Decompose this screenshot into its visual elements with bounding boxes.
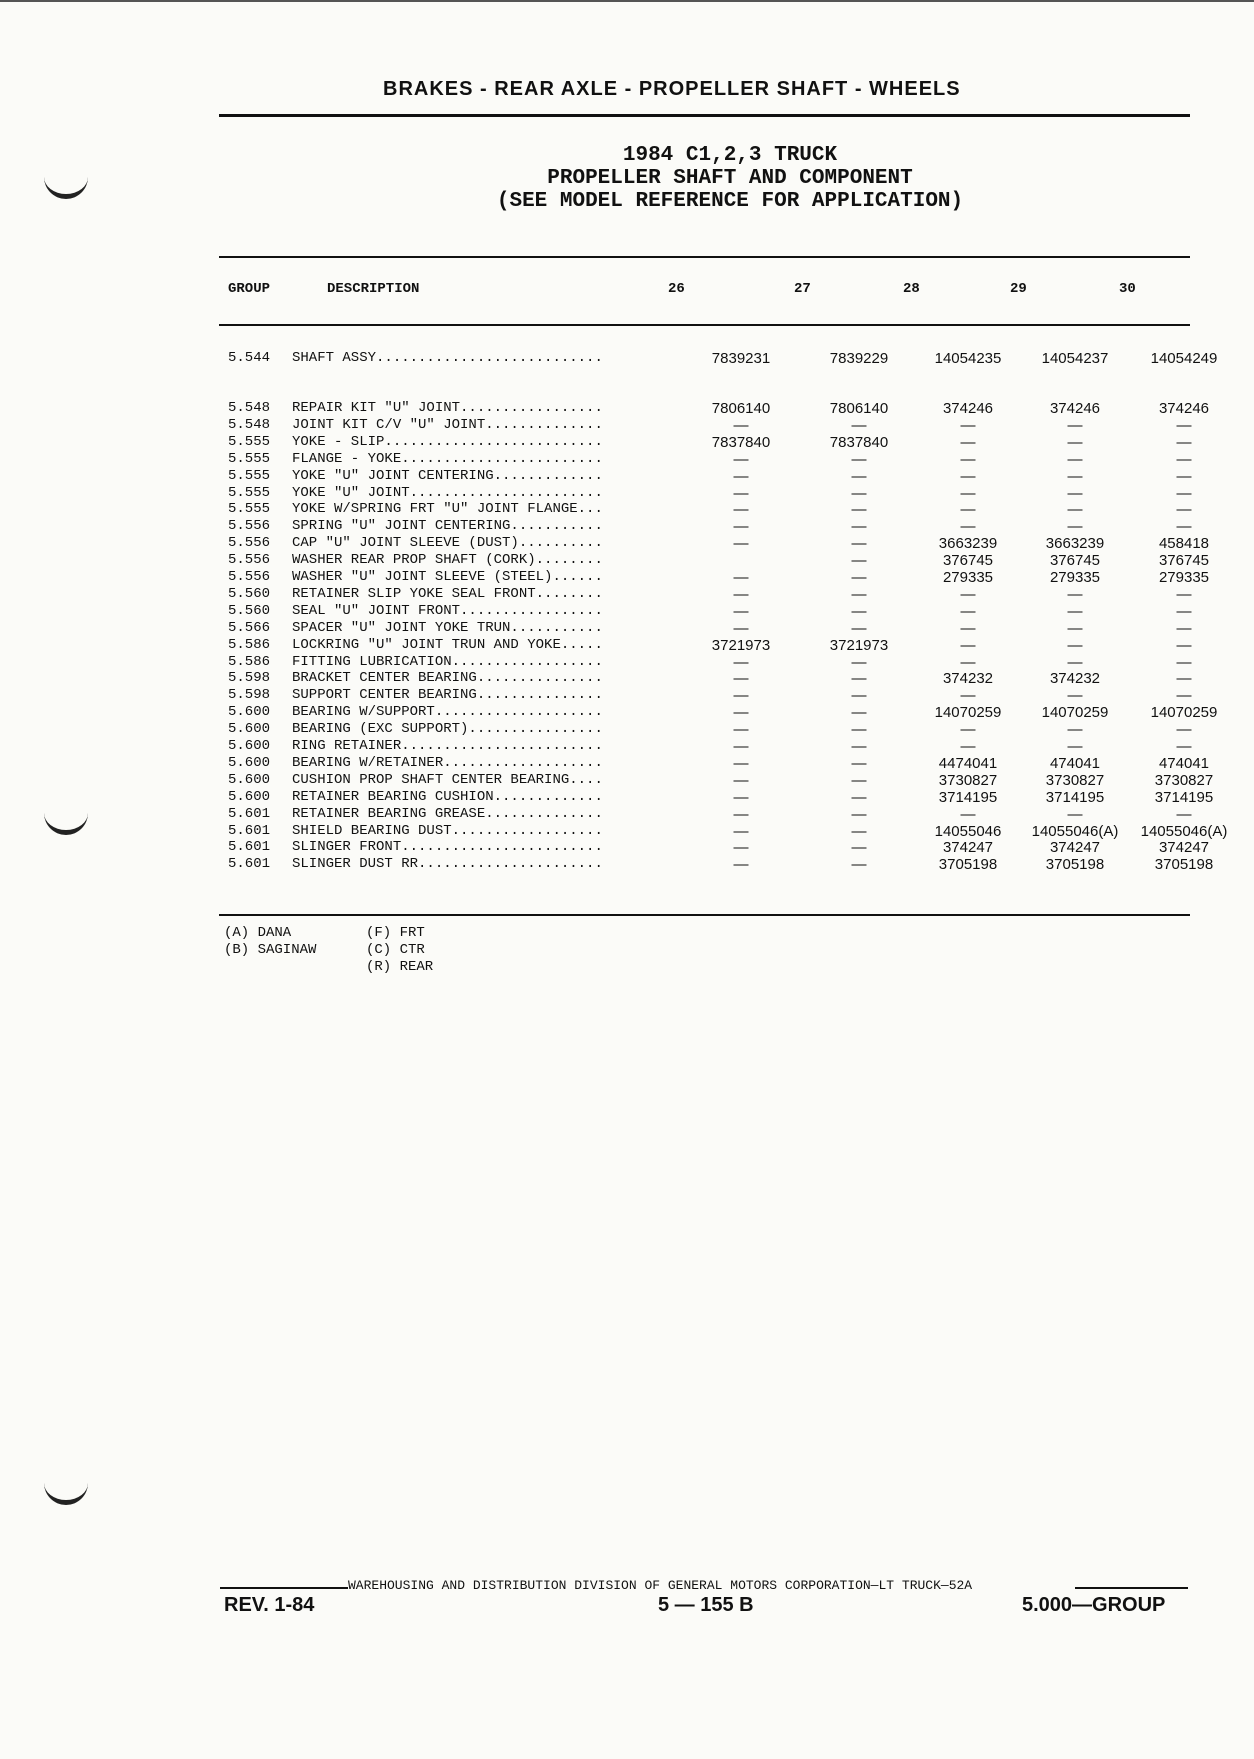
part-number-28: — <box>960 450 976 468</box>
part-number-27: — <box>851 518 867 536</box>
title-line-2: PROPELLER SHAFT AND COMPONENT <box>547 167 913 190</box>
part-number-29: 374246 <box>1049 400 1101 417</box>
part-number-29: — <box>1067 653 1083 671</box>
group-number: 5.601 <box>228 822 271 839</box>
binder-hole-bottom <box>44 1478 88 1505</box>
part-number-27: — <box>851 416 867 434</box>
part-number-27: — <box>851 805 867 823</box>
table-row <box>228 451 1190 468</box>
group-number: 5.600 <box>228 721 271 738</box>
part-number-27: — <box>851 754 867 772</box>
part-number-26: — <box>733 687 749 705</box>
table-row <box>228 603 1190 620</box>
part-number-28: — <box>960 738 976 755</box>
part-number-28: 374232 <box>942 670 994 688</box>
group-number: 5.544 <box>228 350 271 366</box>
part-number-27: 7839229 <box>829 350 889 367</box>
part-description: RETAINER BEARING CUSHION............. <box>292 788 603 805</box>
table-row <box>228 535 1210 553</box>
group-number: 5.555 <box>228 433 271 450</box>
part-number-28: — <box>960 416 976 434</box>
part-number-30: — <box>1176 687 1192 705</box>
part-number-27: — <box>851 569 867 586</box>
table-row <box>228 704 1218 722</box>
part-number-28: — <box>960 805 976 823</box>
part-number-30: — <box>1176 585 1192 603</box>
group-number: 5.555 <box>228 501 271 518</box>
part-number-27: — <box>851 484 867 502</box>
part-number-26: — <box>733 484 749 502</box>
part-number-30: 474041 <box>1158 754 1210 772</box>
part-number-27: — <box>851 788 867 806</box>
part-number-29: — <box>1067 619 1083 637</box>
group-number: 5.556 <box>228 535 271 552</box>
part-number-30: 374247 <box>1158 839 1210 857</box>
part-description: BEARING W/SUPPORT.................... <box>292 704 603 721</box>
part-number-29: 14055046(A) <box>1031 822 1119 840</box>
part-description: SLINGER FRONT........................ <box>292 839 603 856</box>
group-number: 5.555 <box>228 484 271 501</box>
part-number-27: — <box>851 856 867 874</box>
part-number-28: — <box>960 602 976 620</box>
part-description: RING RETAINER........................ <box>292 738 603 754</box>
binder-hole-middle <box>44 808 88 835</box>
part-number-29: — <box>1067 467 1083 485</box>
part-number-29: 3663239 <box>1045 535 1105 553</box>
group-number: 5.601 <box>228 805 271 822</box>
col-head-group: GROUP <box>228 281 271 297</box>
part-number-26: 7837840 <box>711 433 771 451</box>
footnote-c: (C) CTR <box>366 942 425 958</box>
table-row <box>228 586 1190 603</box>
part-description: YOKE W/SPRING FRT "U" JOINT FLANGE... <box>292 501 603 518</box>
part-description: SHIELD BEARING DUST.................. <box>292 822 603 839</box>
part-number-26: — <box>733 501 749 519</box>
part-number-29: — <box>1067 585 1083 603</box>
part-description: BRACKET CENTER BEARING............... <box>292 670 603 687</box>
part-description: YOKE "U" JOINT CENTERING............. <box>292 467 603 484</box>
table-row <box>228 771 1214 789</box>
table-row <box>228 552 1210 570</box>
col-head-30: 30 <box>1119 281 1136 297</box>
part-number-29: — <box>1067 416 1083 434</box>
table-row <box>228 400 1210 417</box>
part-number-30: — <box>1176 501 1192 519</box>
part-number-28: 3730827 <box>938 771 998 789</box>
footer-division: WAREHOUSING AND DISTRIBUTION DIVISION OF GENERAL MOTORS CORPORATION—LT TRUCK—52A <box>348 1578 973 1593</box>
part-number-26: — <box>733 450 749 468</box>
header-rule <box>219 114 1190 117</box>
footnote-r: (R) REAR <box>366 959 434 975</box>
part-number-27: — <box>851 653 867 671</box>
part-number-28: — <box>960 484 976 502</box>
group-number: 5.600 <box>228 788 271 805</box>
part-number-29: 3730827 <box>1045 771 1105 789</box>
group-number: 5.556 <box>228 552 271 569</box>
part-number-28: 14054235 <box>934 350 1002 367</box>
part-number-29: — <box>1067 805 1083 823</box>
part-number-30: — <box>1176 467 1192 485</box>
part-number-29: — <box>1067 501 1083 519</box>
part-number-26: — <box>733 738 749 755</box>
part-number-30: — <box>1176 484 1192 502</box>
part-number-27: — <box>851 704 867 722</box>
table-row <box>228 637 1190 654</box>
part-number-27: 7837840 <box>829 433 889 451</box>
part-description: SPRING "U" JOINT CENTERING........... <box>292 518 603 535</box>
part-number-27: — <box>851 450 867 468</box>
part-number-27: — <box>851 771 867 789</box>
table-row <box>228 806 1190 823</box>
group-number: 5.548 <box>228 400 271 416</box>
part-description: FLANGE - YOKE........................ <box>292 450 603 467</box>
part-number-29: 3705198 <box>1045 856 1105 874</box>
part-number-26: 7839231 <box>711 350 771 367</box>
table-row <box>228 518 1190 535</box>
page-titles <box>390 144 1070 213</box>
group-number: 5.560 <box>228 585 271 602</box>
part-number-30: 14054249 <box>1150 350 1218 367</box>
part-number-26: — <box>733 535 749 553</box>
table-row <box>228 654 1190 671</box>
part-number-28: — <box>960 653 976 671</box>
part-number-30: — <box>1176 721 1192 739</box>
part-number-29: — <box>1067 738 1083 755</box>
part-number-26: — <box>733 670 749 688</box>
group-number: 5.601 <box>228 856 271 873</box>
table-row <box>228 822 1228 840</box>
col-head-29: 29 <box>1010 281 1027 297</box>
table-row <box>228 620 1190 637</box>
part-number-29: — <box>1067 602 1083 620</box>
part-number-30: — <box>1176 653 1192 671</box>
part-number-27: 3721973 <box>829 636 889 654</box>
col-head-description: DESCRIPTION <box>327 281 420 297</box>
part-number-30: 376745 <box>1158 552 1210 570</box>
part-number-30: — <box>1176 738 1192 755</box>
part-number-30: — <box>1176 805 1192 823</box>
table-row <box>228 417 1190 434</box>
part-description: RETAINER SLIP YOKE SEAL FRONT........ <box>292 585 603 602</box>
part-description: SUPPORT CENTER BEARING............... <box>292 687 603 704</box>
part-number-27: 7806140 <box>829 400 889 417</box>
part-number-28: 3663239 <box>938 535 998 553</box>
part-number-26: — <box>733 602 749 620</box>
group-number: 5.566 <box>228 619 271 636</box>
part-number-28: 4474041 <box>938 754 998 772</box>
table-row <box>228 350 1218 367</box>
group-number: 5.586 <box>228 653 271 670</box>
part-number-26: — <box>733 416 749 434</box>
part-number-26: — <box>733 619 749 637</box>
part-number-30: — <box>1176 636 1192 654</box>
table-row <box>228 721 1190 738</box>
part-number-26: — <box>733 518 749 536</box>
group-number: 5.598 <box>228 687 271 704</box>
part-number-30: 3705198 <box>1154 856 1214 874</box>
table-row <box>228 468 1190 485</box>
part-number-29: 374232 <box>1049 670 1101 688</box>
part-number-29: 279335 <box>1049 569 1101 586</box>
part-number-28: — <box>960 467 976 485</box>
part-description: YOKE "U" JOINT....................... <box>292 484 603 501</box>
table-row <box>228 788 1214 806</box>
part-number-26: — <box>733 788 749 806</box>
part-number-30: 458418 <box>1158 535 1210 553</box>
part-description: YOKE - SLIP.......................... <box>292 433 603 450</box>
part-number-29: 374247 <box>1049 839 1101 857</box>
part-number-26: — <box>733 569 749 586</box>
part-number-28: — <box>960 501 976 519</box>
part-description: SPACER "U" JOINT YOKE TRUN........... <box>292 619 603 636</box>
binder-hole-top <box>44 172 88 199</box>
part-description: WASHER "U" JOINT SLEEVE (STEEL)...... <box>292 569 603 585</box>
part-number-26: — <box>733 856 749 874</box>
part-description: FITTING LUBRICATION.................. <box>292 653 603 670</box>
part-number-30: 14070259 <box>1150 704 1218 722</box>
group-number: 5.548 <box>228 416 271 433</box>
part-number-28: — <box>960 518 976 536</box>
part-description: CUSHION PROP SHAFT CENTER BEARING.... <box>292 771 603 788</box>
group-number: 5.598 <box>228 670 271 687</box>
part-description: BEARING (EXC SUPPORT)................ <box>292 721 603 738</box>
footer-group: 5.000—GROUP <box>1022 1594 1166 1616</box>
part-number-29: 14070259 <box>1041 704 1109 722</box>
part-description: RETAINER BEARING GREASE.............. <box>292 805 603 822</box>
part-number-28: — <box>960 636 976 654</box>
part-description: JOINT KIT C/V "U" JOINT.............. <box>292 416 603 433</box>
part-number-28: — <box>960 585 976 603</box>
part-description: SHAFT ASSY........................... <box>292 350 603 366</box>
part-description: WASHER REAR PROP SHAFT (CORK)........ <box>292 552 603 569</box>
col-head-26: 26 <box>668 281 685 297</box>
part-description: REPAIR KIT "U" JOINT................. <box>292 400 603 416</box>
part-number-30: — <box>1176 416 1192 434</box>
group-number: 5.600 <box>228 754 271 771</box>
part-number-26: — <box>733 704 749 722</box>
group-number: 5.556 <box>228 569 271 585</box>
part-number-30: — <box>1176 433 1192 451</box>
part-number-29: — <box>1067 484 1083 502</box>
part-number-29: — <box>1067 721 1083 739</box>
part-number-29: — <box>1067 518 1083 536</box>
part-number-26: — <box>733 585 749 603</box>
table-bottom-rule <box>219 914 1190 916</box>
part-number-27: — <box>851 602 867 620</box>
col-head-28: 28 <box>903 281 920 297</box>
part-number-30: — <box>1176 602 1192 620</box>
part-number-29: 474041 <box>1049 754 1101 772</box>
table-row <box>228 754 1210 772</box>
part-number-27: — <box>851 535 867 553</box>
part-number-30: — <box>1176 518 1192 536</box>
footer-revision: REV. 1-84 <box>224 1594 315 1616</box>
col-head-27: 27 <box>794 281 811 297</box>
part-number-30: — <box>1176 619 1192 637</box>
part-number-26: — <box>733 805 749 823</box>
part-description: LOCKRING "U" JOINT TRUN AND YOKE..... <box>292 636 603 653</box>
group-number: 5.555 <box>228 450 271 467</box>
footnote-b: (B) SAGINAW <box>224 942 317 958</box>
part-number-27: — <box>851 687 867 705</box>
table-row <box>228 670 1190 687</box>
part-number-30: — <box>1176 450 1192 468</box>
part-number-28: 279335 <box>942 569 994 586</box>
part-number-30: 279335 <box>1158 569 1210 586</box>
part-number-28: — <box>960 619 976 637</box>
footer-page-number: 5 — 155 B <box>658 1594 754 1616</box>
part-number-27: — <box>851 738 867 755</box>
part-number-26: — <box>733 467 749 485</box>
part-number-28: 376745 <box>942 552 994 570</box>
table-header-rule <box>219 324 1190 326</box>
part-number-30: 3714195 <box>1154 788 1214 806</box>
part-number-26: — <box>733 822 749 840</box>
page-top-edge <box>0 0 1254 2</box>
part-number-28: 374246 <box>942 400 994 417</box>
part-number-26: 7806140 <box>711 400 771 417</box>
table-row <box>228 434 1190 451</box>
part-number-26: — <box>733 653 749 671</box>
table-row <box>228 485 1190 502</box>
part-number-29: — <box>1067 433 1083 451</box>
part-number-26: — <box>733 839 749 857</box>
part-number-29: — <box>1067 687 1083 705</box>
group-number: 5.600 <box>228 704 271 721</box>
title-line-1: 1984 C1,2,3 TRUCK <box>622 144 838 167</box>
group-number: 5.556 <box>228 518 271 535</box>
part-number-26: — <box>733 721 749 739</box>
table-row <box>228 569 1210 586</box>
part-number-27: — <box>851 467 867 485</box>
part-number-29: 3714195 <box>1045 788 1105 806</box>
part-number-26: — <box>733 771 749 789</box>
part-number-28: 3714195 <box>938 788 998 806</box>
table-row <box>228 687 1190 704</box>
part-number-30: — <box>1176 670 1192 688</box>
part-number-28: 3705198 <box>938 856 998 874</box>
footer-rule-left <box>220 1587 348 1589</box>
group-number: 5.560 <box>228 602 271 619</box>
group-number: 5.601 <box>228 839 271 856</box>
table-row <box>228 501 1190 518</box>
part-description: CAP "U" JOINT SLEEVE (DUST).......... <box>292 535 603 552</box>
part-number-27: — <box>851 619 867 637</box>
part-number-28: 14070259 <box>934 704 1002 722</box>
part-number-28: 374247 <box>942 839 994 857</box>
part-number-29: — <box>1067 450 1083 468</box>
table-row <box>228 856 1214 874</box>
part-number-27: — <box>851 822 867 840</box>
group-number: 5.600 <box>228 738 271 754</box>
part-number-28: — <box>960 687 976 705</box>
table-row <box>228 839 1210 857</box>
part-description: BEARING W/RETAINER................... <box>292 754 603 771</box>
part-number-30: 374246 <box>1158 400 1210 417</box>
footnote-f: (F) FRT <box>366 925 425 941</box>
footer-rule-right <box>1075 1587 1188 1589</box>
part-number-29: 14054237 <box>1041 350 1109 367</box>
part-number-29: 376745 <box>1049 552 1101 570</box>
part-number-27: — <box>851 501 867 519</box>
part-number-30: 3730827 <box>1154 771 1214 789</box>
part-number-28: — <box>960 721 976 739</box>
table-top-rule <box>219 256 1190 258</box>
group-number: 5.600 <box>228 771 271 788</box>
part-number-27: — <box>851 552 867 570</box>
table-row <box>228 738 1190 755</box>
part-number-28: 14055046 <box>934 822 1002 840</box>
part-number-27: — <box>851 721 867 739</box>
title-line-3: (SEE MODEL REFERENCE FOR APPLICATION) <box>496 190 964 213</box>
part-number-27: — <box>851 839 867 857</box>
part-number-26: 3721973 <box>711 636 771 654</box>
part-number-29: — <box>1067 636 1083 654</box>
part-description: SEAL "U" JOINT FRONT................. <box>292 602 603 619</box>
part-number-26: — <box>733 754 749 772</box>
part-number-27: — <box>851 670 867 688</box>
group-number: 5.555 <box>228 467 271 484</box>
part-number-30: 14055046(A) <box>1140 822 1228 840</box>
group-number: 5.586 <box>228 636 271 653</box>
part-number-27: — <box>851 585 867 603</box>
footnote-a: (A) DANA <box>224 925 292 941</box>
part-number-28: — <box>960 433 976 451</box>
section-title: BRAKES - REAR AXLE - PROPELLER SHAFT - WHEELS <box>383 78 961 100</box>
part-description: SLINGER DUST RR...................... <box>292 856 603 873</box>
